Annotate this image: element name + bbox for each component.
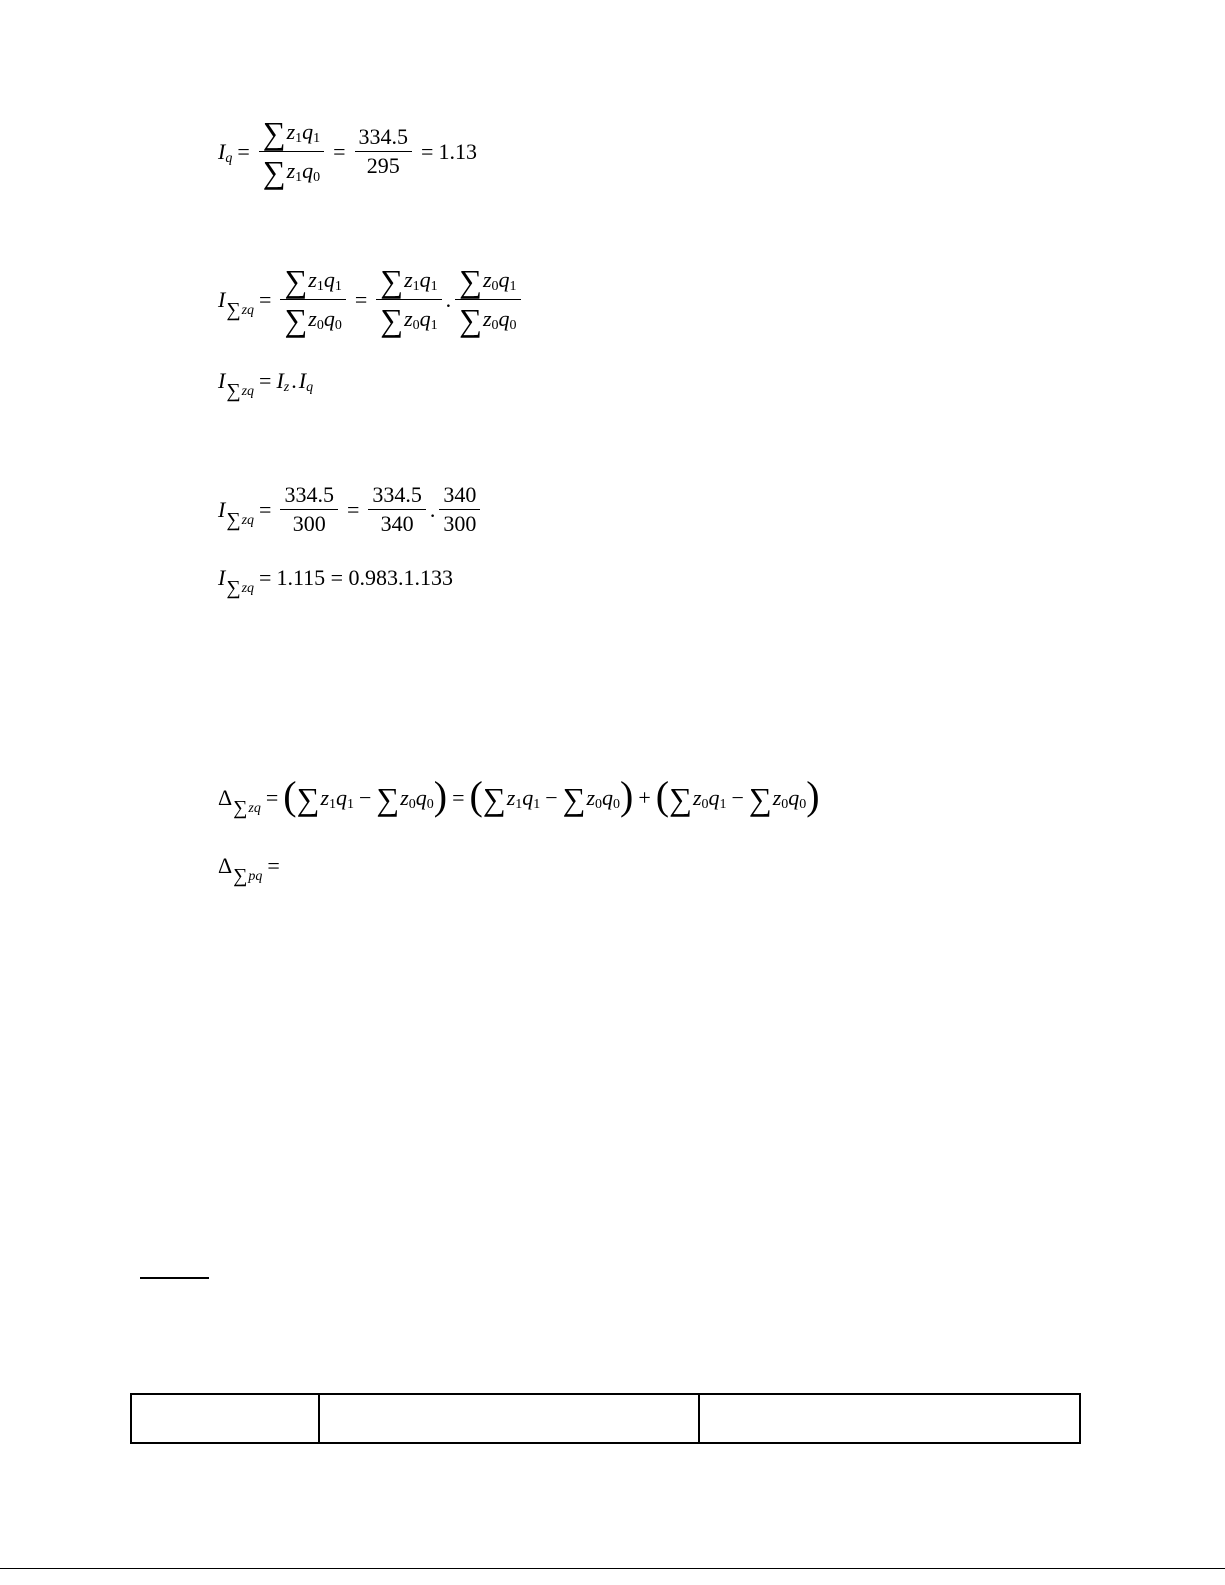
index-symbol: I [218,286,226,312]
sum-subscript: ∑ zq [226,380,255,402]
index-lhs [218,496,255,531]
equals-sign: = [333,138,346,164]
page-bottom-rule [0,1568,1225,1569]
equals-sign: = [452,785,465,810]
sum-subscript: ∑ zq [233,797,261,819]
delta-icon: Δ [218,785,233,810]
sum-subscript: ∑ zq [226,508,255,531]
dot-operator: . [429,496,436,522]
dot-operator: . [291,368,297,393]
sigma-icon: ∑ [262,115,286,151]
index-lhs [218,565,255,599]
equals-sign: = [421,138,434,164]
table-cell [699,1394,1080,1443]
equals-sign: = [259,368,272,393]
sum-subscript: ∑ zq [226,577,255,599]
equals-sign: = [267,853,280,878]
equals-sign: = [265,785,279,810]
equals-sign: = [259,286,272,312]
table-cell [319,1394,699,1443]
table-cell [131,1394,319,1443]
equals-sign: = [259,565,272,590]
underline-mark [140,1277,209,1279]
sum-fraction: ∑ z 1 q 1 ∑ z 1 q 0 [259,116,324,187]
plus-sign: + [638,785,651,810]
equals-sign: = [237,138,250,164]
dot-operator: . [445,286,452,312]
result-value: 1.13 [438,138,477,164]
denominator: 295 [366,153,400,178]
numeric-fraction: $\frac{340}{300}$ [439,484,480,535]
equation-delta-zq: Δ ∑ zq = ( ∑ z 1 q 1 − ∑ z 0 q 0 ) = ( ∑ z 1 q 1 − ∑ z 0 q 0 ) + ( ∑ z 0 q 1 − ∑ z 0 q 0 ) [218,773,820,819]
index-symbol: I [218,496,226,522]
sum-subscript: ∑ pq [233,865,263,887]
result-value: 1.115 = 0.983.1.133 [276,565,454,590]
equals-sign: = [354,286,368,312]
index-symbol: I [298,368,307,393]
equals-sign: = [346,496,360,522]
iq-lhs [218,138,233,166]
sum-fraction: ∑ z 0 q 1 ∑ z 0 q 0 [455,264,520,335]
sum-fraction: ∑ z 1 q 1 ∑ z 0 q 1 [376,264,441,335]
equation-index-formula [218,263,525,338]
numeric-fraction [355,126,413,177]
index-symbol: I [276,368,284,393]
index-symbol: I [218,138,226,164]
delta-lhs [218,785,261,819]
sigma-icon: ∑ [262,154,286,190]
sum-subscript: ∑ zq [226,298,255,321]
numeric-fraction: $\frac{334.5}{340}$ [368,484,426,535]
index-subscript: z [283,380,290,395]
index-symbol: I [218,565,226,590]
sum-fraction: ∑ z 1 q 1 ∑ z 0 q 0 [280,264,345,335]
numerator: 334.5 [355,126,413,152]
equation-index-product [218,368,314,402]
data-table [130,1393,1081,1444]
delta-icon: Δ [218,853,233,878]
equation-index-numeric [218,484,484,535]
equation-delta-pq [218,853,285,887]
index-symbol: I [218,368,226,393]
index-lhs [218,368,255,402]
index-subscript: q [306,380,314,395]
equation-index-result [218,565,454,599]
equals-sign: = [259,496,272,522]
index-lhs [218,286,255,321]
index-subscript: q [225,150,233,166]
numeric-fraction: $\frac{334.5}{300}$ [280,484,338,535]
equation-iq [218,115,477,190]
table-row [131,1394,1080,1443]
delta-lhs [218,853,263,887]
